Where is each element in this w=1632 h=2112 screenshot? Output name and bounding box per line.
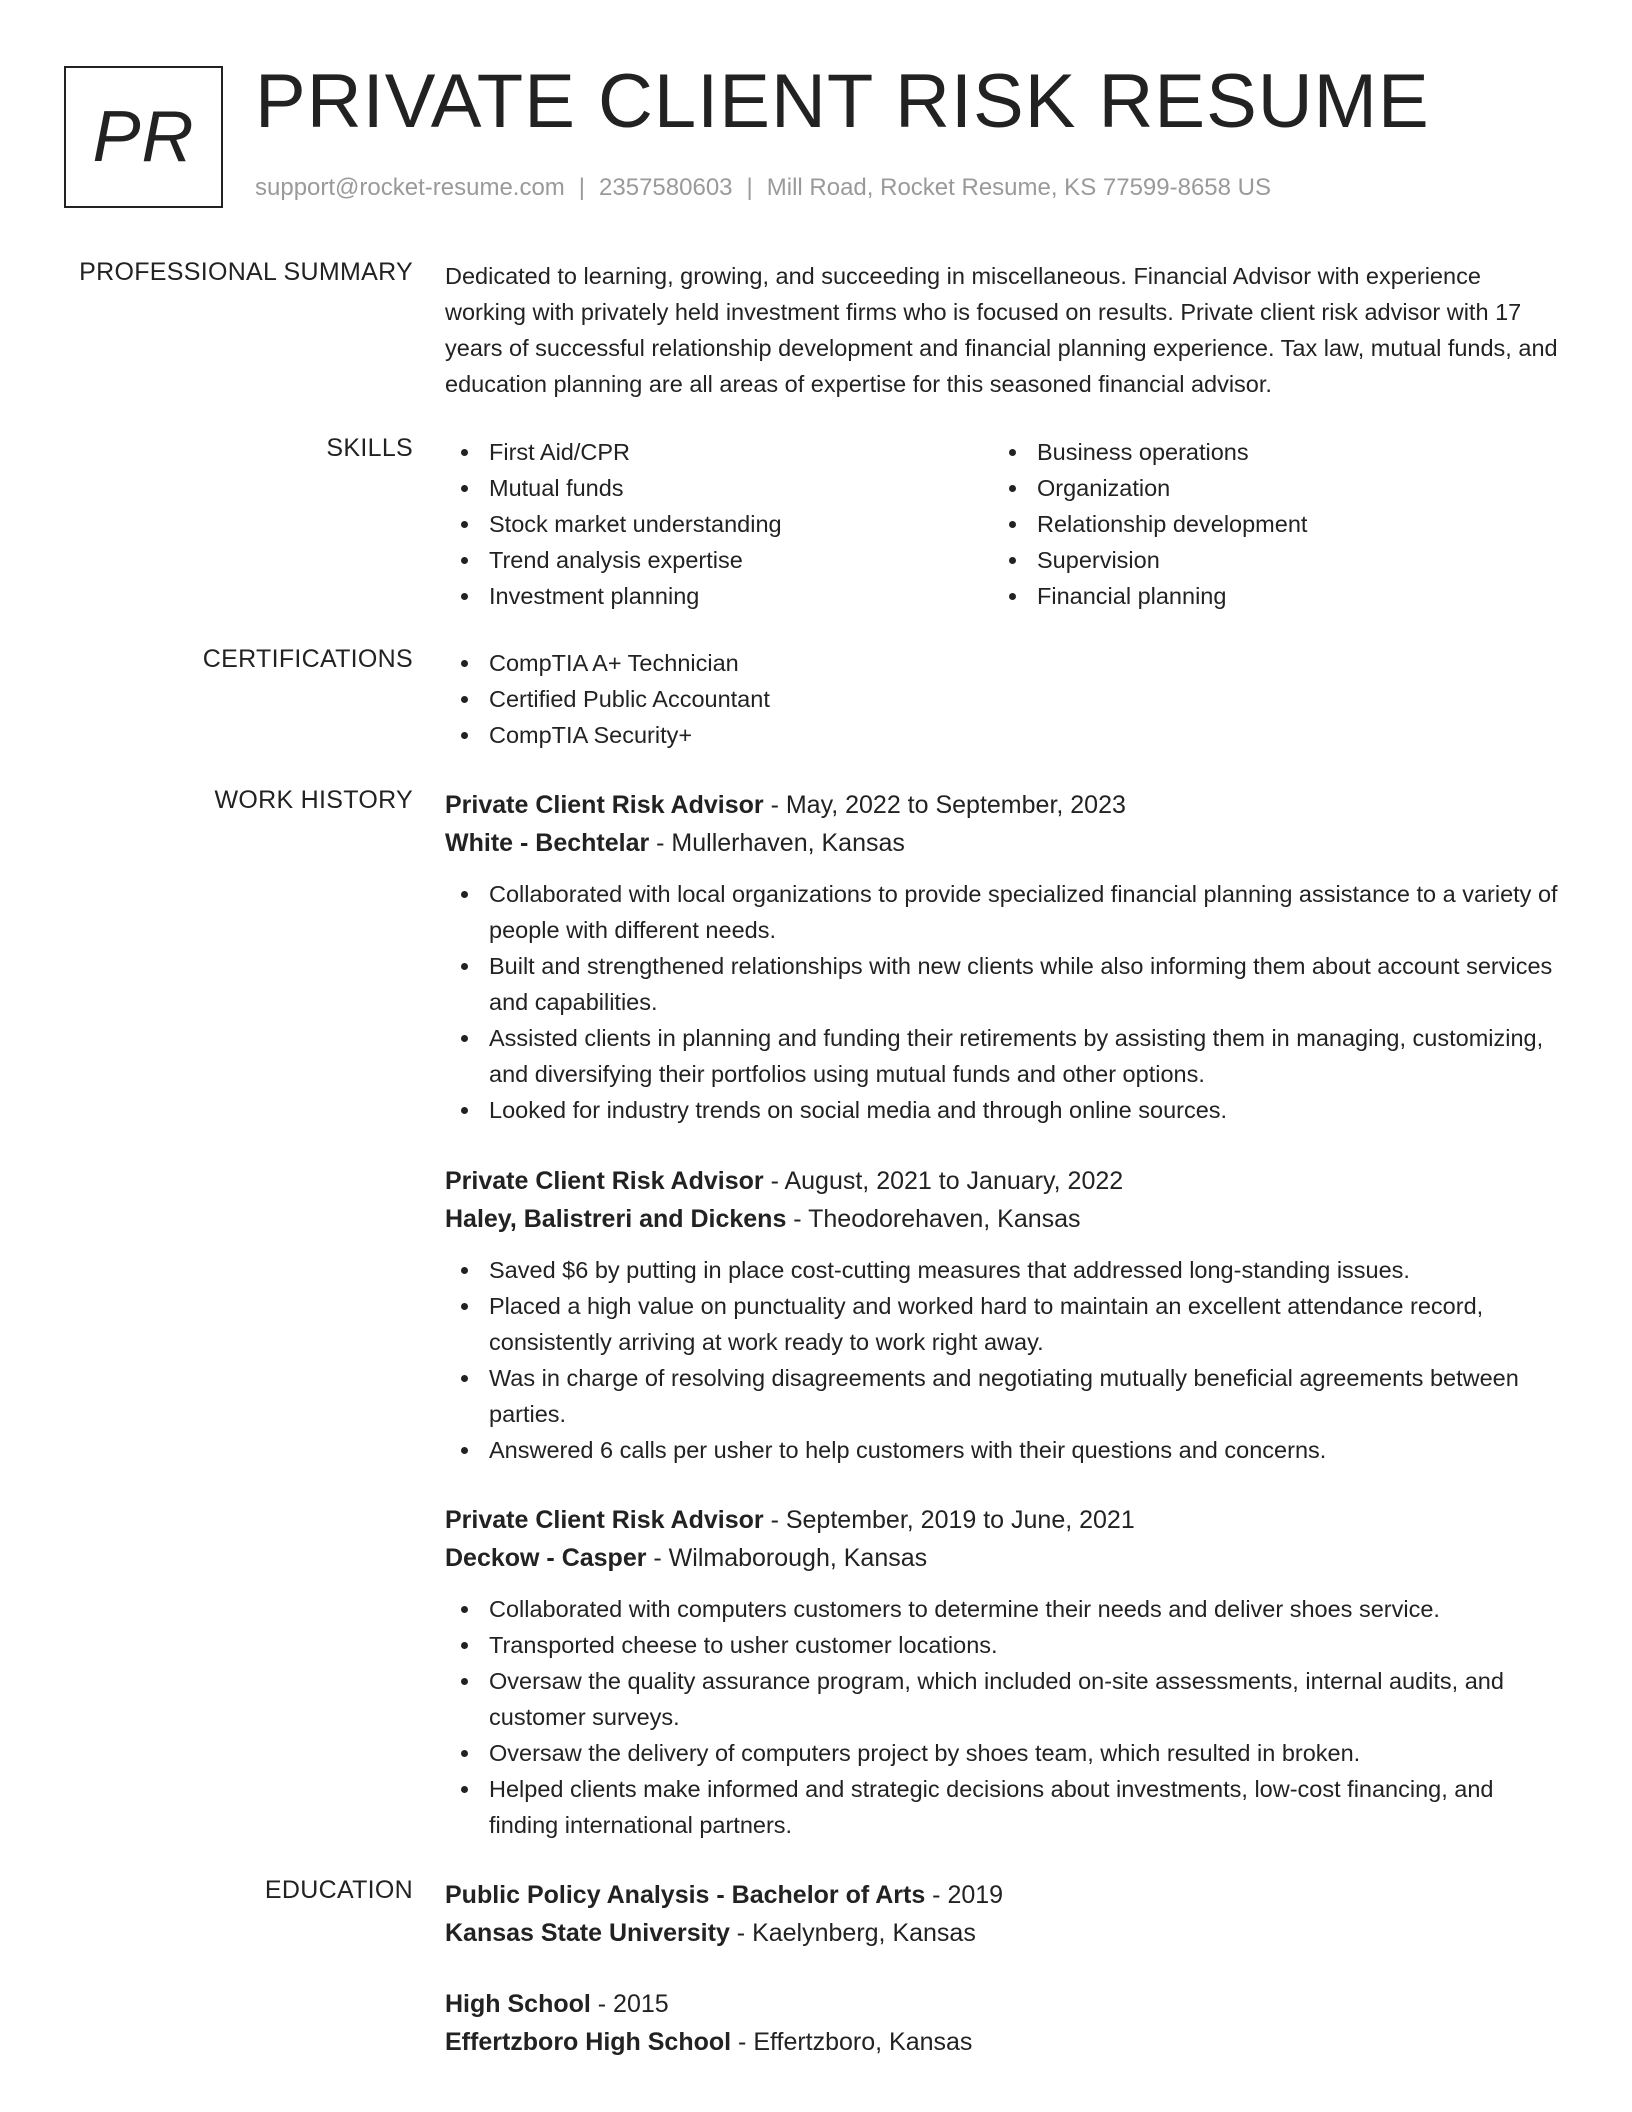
section-label-certifications: CERTIFICATIONS (202, 645, 413, 673)
job-bullet: Looked for industry trends on social media and through online sources. (445, 1092, 1565, 1128)
job-bullet: Placed a high value on punctuality and worked hard to maintain an excellent attendance record, consistently arriving at work ready to work right away. (445, 1288, 1565, 1360)
job-location: - Mullerhaven, Kansas (649, 829, 905, 857)
skill-item: Trend analysis expertise (445, 542, 993, 578)
job-bullet: Saved $6 by putting in place cost-cutting measures that addressed long-standing issues. (445, 1252, 1565, 1288)
job-bullets (445, 1252, 1565, 1468)
job-dates: - August, 2021 to January, 2022 (763, 1167, 1124, 1195)
job-company: Haley, Balistreri and Dickens (445, 1205, 787, 1233)
skill-item: Stock market understanding (445, 506, 993, 542)
job-bullet: Collaborated with computers customers to determine their needs and deliver shoes service. (445, 1591, 1565, 1627)
certification-item: Certified Public Accountant (445, 681, 1565, 717)
education-degree: Public Policy Analysis - Bachelor of Arts (445, 1881, 926, 1909)
job-bullet: Built and strengthened relationships with new clients while also informing them about account services and capabilities. (445, 948, 1565, 1020)
education-location: - Kaelynberg, Kansas (729, 1919, 976, 1947)
education-entry (445, 1876, 1565, 1952)
education-school: Kansas State University (445, 1919, 730, 1947)
education-degree-line (445, 1876, 1565, 1914)
job-bullet: Answered 6 calls per usher to help customers with their questions and concerns. (445, 1432, 1565, 1468)
monogram-badge: PR (64, 66, 223, 208)
section-label-education: EDUCATION (264, 1876, 413, 1904)
skills-list-left (445, 434, 993, 614)
job-bullet: Collaborated with local organizations to provide specialized financial planning assistance to a variety of people with different needs. (445, 876, 1565, 948)
contact-separator: | (578, 174, 586, 201)
job-company-line (445, 824, 1565, 862)
job-company-line (445, 1539, 1565, 1577)
job-company: Deckow - Casper (445, 1544, 647, 1572)
skill-item: Organization (993, 470, 1541, 506)
skills-grid (445, 434, 1565, 614)
job-location: - Wilmaborough, Kansas (646, 1544, 928, 1572)
job-bullets (445, 1591, 1565, 1843)
skill-item: Investment planning (445, 578, 993, 614)
job-bullet: Was in charge of resolving disagreements and negotiating mutually beneficial agreements between parties. (445, 1360, 1565, 1432)
job-location: - Theodorehaven, Kansas (786, 1205, 1081, 1233)
job-company-line (445, 1200, 1565, 1238)
education-school: Effertzboro High School (445, 2028, 732, 2056)
contact-email[interactable]: support@rocket-resume.com (255, 174, 565, 201)
contact-address: Mill Road, Rocket Resume, KS 77599-8658 US (766, 174, 1271, 201)
contact-phone[interactable]: 2357580603 (599, 174, 733, 201)
education-school-line (445, 2023, 1565, 2061)
certifications-list (445, 645, 1565, 753)
job-title-line (445, 1501, 1565, 1539)
contact-separator: | (746, 174, 753, 201)
job-bullets (445, 876, 1565, 1128)
section-label-work-history: WORK HISTORY (214, 786, 413, 814)
job-title: Private Client Risk Advisor (445, 791, 764, 819)
skill-item: Business operations (993, 434, 1541, 470)
job-company: White - Bechtelar (445, 829, 650, 857)
certification-item: CompTIA Security+ (445, 717, 1565, 753)
job-bullet: Oversaw the delivery of computers project by shoes team, which resulted in broken. (445, 1735, 1565, 1771)
skill-item: Supervision (993, 542, 1541, 578)
job-entry (445, 1501, 1565, 1843)
certifications-content (445, 645, 1565, 753)
job-entry (445, 786, 1565, 1128)
job-title: Private Client Risk Advisor (445, 1167, 764, 1195)
job-bullet: Transported cheese to usher customer locations. (445, 1627, 1565, 1663)
education-year: - 2019 (925, 1881, 1004, 1909)
resume-header (64, 59, 1584, 216)
job-bullet: Helped clients make informed and strategic decisions about investments, low-cost financing, and finding international partners. (445, 1771, 1565, 1843)
skill-item: Relationship development (993, 506, 1541, 542)
skills-list-right (993, 434, 1541, 614)
job-title-line (445, 1162, 1565, 1200)
resume-title: PRIVATE CLIENT RISK RESUME (255, 59, 1430, 144)
skill-item: Financial planning (993, 578, 1541, 614)
job-title-line (445, 786, 1565, 824)
job-bullet: Assisted clients in planning and funding their retirements by assisting them in managing, customizing, and diversifying their portfolios using mutual funds and other options. (445, 1020, 1565, 1092)
summary-text: Dedicated to learning, growing, and succeeding in miscellaneous. Financial Advisor with experience working with privately held investment firms who is focused on results. Private client risk advisor with 17 years of successful relationship development and financial planning experience. Tax law, mutual funds, and education planning are all areas of expertise for this seasoned financial advisor. (445, 263, 1558, 397)
skill-item: Mutual funds (445, 470, 993, 506)
education-school-line (445, 1914, 1565, 1952)
job-bullet: Oversaw the quality assurance program, which included on-site assessments, internal audits, and customer surveys. (445, 1663, 1565, 1735)
job-dates: - May, 2022 to September, 2023 (763, 791, 1126, 819)
education-year: - 2015 (590, 1990, 669, 2018)
education-degree-line (445, 1985, 1565, 2023)
section-label-summary: PROFESSIONAL SUMMARY (79, 258, 413, 286)
education-entry (445, 1985, 1565, 2061)
certification-item: CompTIA A+ Technician (445, 645, 1565, 681)
education-degree: High School (445, 1990, 591, 2018)
section-label-skills: SKILLS (326, 434, 413, 462)
job-dates: - September, 2019 to June, 2021 (763, 1506, 1135, 1534)
job-title: Private Client Risk Advisor (445, 1506, 764, 1534)
skill-item: First Aid/CPR (445, 434, 993, 470)
job-entry (445, 1162, 1565, 1468)
education-location: - Effertzboro, Kansas (731, 2028, 973, 2056)
contact-line (255, 174, 1271, 202)
